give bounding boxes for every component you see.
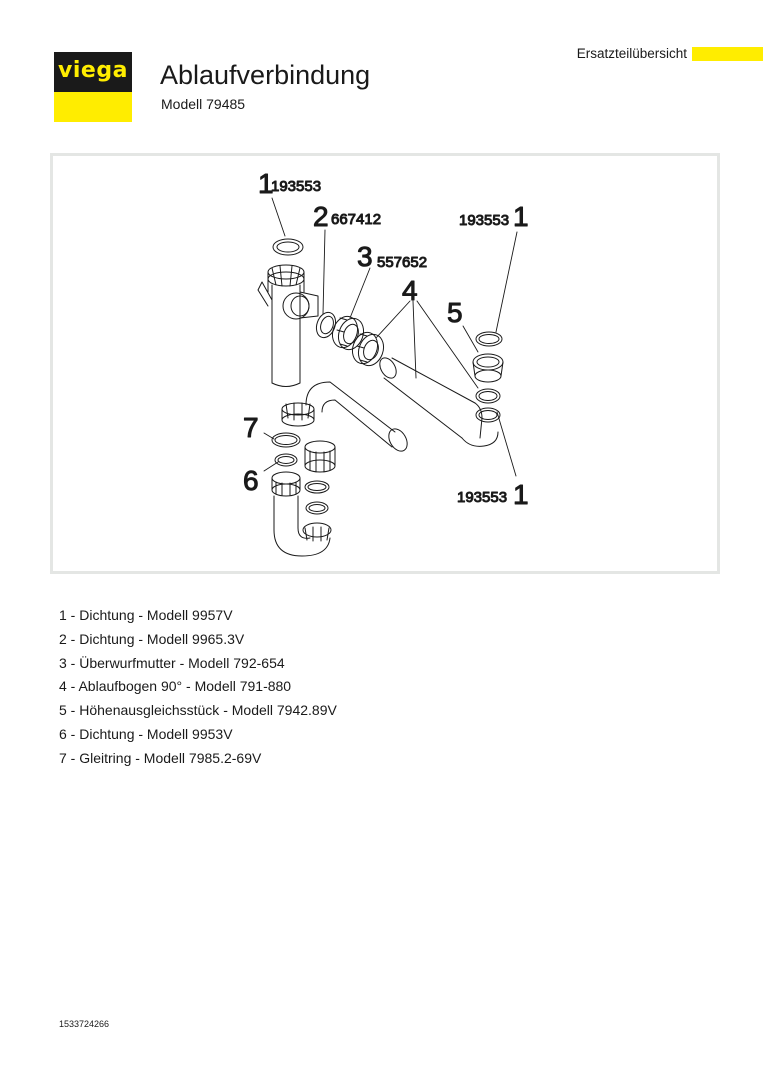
callout-1-bottom-number: 1 [513,479,529,510]
exploded-drawing [53,156,717,571]
dichtung-1-right [476,332,502,346]
parts-list-item: 1 - Dichtung - Modell 9957V [59,607,233,623]
callout-4-number: 4 [402,275,418,306]
parts-list-item: 5 - Höhenausgleichsstück - Modell 7942.89V [59,702,337,719]
document-type-bar [692,47,763,61]
logo-black-block [54,52,132,92]
leader-lines [264,198,517,476]
callout-1-bottom-code: 193553 [457,489,508,506]
document-number: 1533724266 [59,1019,110,1029]
callout-1-top-number: 1 [258,168,274,199]
dichtung-1-top [273,239,303,255]
logo-yellow-block [54,92,132,122]
callout-7-number: 7 [243,412,259,443]
callout-1-right-code: 193553 [459,212,510,229]
parts-list-item: 3 - Überwurfmutter - Modell 792-654 [59,654,285,671]
parts-list-item: 7 - Gleitring - Modell 7985.2-69V [59,749,262,766]
page-subtitle: Modell 79485 [161,96,246,112]
dichtung-1-right-lower [476,389,500,422]
parts-list-item: 6 - Dichtung - Modell 9953V [59,725,233,742]
hoehenausgleichsstueck-5 [473,354,503,382]
callout-6-number: 6 [243,465,259,496]
callout-2-number: 2 [313,201,329,232]
callout-1-top-code: 193553 [271,178,322,195]
callout-3-number: 3 [357,241,373,272]
gleitring-7 [272,433,300,447]
parts-list-item: 4 - Ablaufbogen 90° - Modell 791-880 [59,678,292,695]
document-type: Ersatzteilübersicht [576,46,687,61]
callout-3-code: 557652 [377,254,428,271]
parts-list [59,605,337,772]
ueberwurfmutter-4 [348,329,387,369]
callout-2-code: 667412 [331,211,382,228]
page-title: Ablaufverbindung [160,60,371,90]
callout-1-right-number: 1 [513,201,529,232]
parts-list-item: 2 - Dichtung - Modell 9965.3V [59,630,245,647]
vertical-trap-pipe [258,265,318,387]
horizontal-bend-pipe [282,382,411,454]
dichtung-6 [275,454,297,466]
callout-5-number: 5 [447,297,463,328]
viega-logo [54,52,132,122]
exploded-drawing-frame [50,153,720,574]
coupling-nut [305,441,335,514]
logo-wordmark: viega [58,57,128,83]
